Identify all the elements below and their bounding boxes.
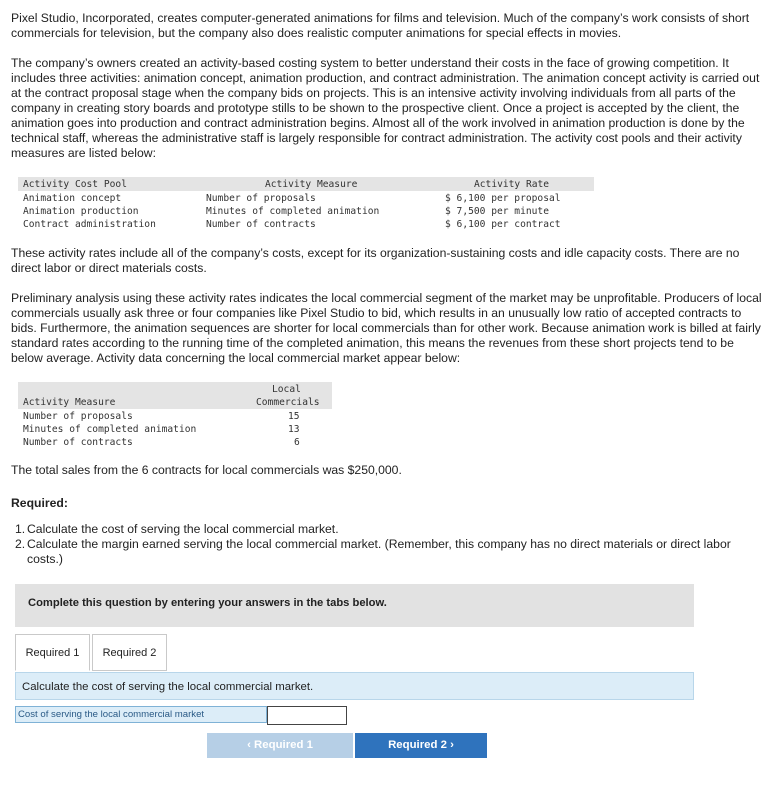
header-cost-pool: Activity Cost Pool <box>23 179 127 190</box>
cost-pool: Contract administration <box>23 219 156 230</box>
cost-pool: Animation production <box>23 206 139 217</box>
activity-measure: Number of proposals <box>206 193 316 204</box>
next-button-label: Required 2 <box>388 739 447 751</box>
requirement-text: Calculate the margin earned serving the local commercial market. (Remember, this company has no direct materials or direct labor costs.) <box>27 537 731 566</box>
activity-measure: Minutes of completed animation <box>206 206 380 217</box>
instructions-banner <box>15 584 694 627</box>
prev-button[interactable] <box>207 733 353 758</box>
prev-button-label: Required 1 <box>254 739 313 751</box>
answer-label: Cost of serving the local commercial market <box>15 706 267 723</box>
local-table-header <box>18 382 332 409</box>
requirements-list <box>11 522 763 567</box>
table-row <box>18 409 332 422</box>
header-commercials: Commercials <box>256 397 320 408</box>
header-activity-measure: Activity Measure <box>23 397 116 408</box>
list-item <box>11 522 763 537</box>
required-heading: Required: <box>11 496 68 510</box>
table-row <box>18 204 594 217</box>
costing-paragraph: The company’s owners created an activity-based costing system to better understand their costs in the face of growing competition. It includes three activities: animation concept, animation production, and contract administration. The animation concept activity is carried out at the contract proposal stage when the company bids on projects. This is an intensive activity involving individuals from all parts of the company in creating story boards and prototype stills to be shown to the prospective client. Once a project is accepted by the client, the animation goes into production and contract administration begins. Almost all of the work involved in animation production is done by the technical staff, whereas the administrative staff is largely responsible for contract administration. The activity cost pools and their activity measures are listed below: <box>11 56 760 160</box>
requirement-number: 1. <box>15 522 26 536</box>
chevron-right-icon: › <box>450 739 454 751</box>
rates-paragraph: These activity rates include all of the company’s costs, except for its organization-sustaining costs and idle capacity costs. There are no direct labor or direct materials costs. <box>11 246 740 275</box>
rate-table-header <box>18 177 594 191</box>
activity-measure: Number of contracts <box>23 437 133 448</box>
table-row <box>18 422 332 435</box>
cost-of-serving-input[interactable] <box>267 706 347 725</box>
chevron-left-icon: ‹ <box>247 739 251 751</box>
tab-required-2[interactable]: Required 2 <box>92 634 167 671</box>
activity-value: 13 <box>288 424 300 435</box>
preliminary-paragraph: Preliminary analysis using these activity rates indicates the local commercial segment of the market may be unprofitable. Producers of local commercials usually ask three or four companies like Pixel Studio to bid, which results in an unusually low ratio of accepted contracts to bids. Furthermore, the animation sequences are shorter for local commercials than for other work. Because animation work is billed at fairly standard rates according to the running time of the completed animation, this means the revenues from these short projects tend to be below average. Activity data concerning the local commercial market appear below: <box>11 291 762 365</box>
activity-measure: Minutes of completed animation <box>23 424 197 435</box>
activity-measure: Number of proposals <box>23 411 133 422</box>
header-local: Local <box>272 384 301 395</box>
header-activity-measure: Activity Measure <box>265 179 358 190</box>
table-row <box>18 435 332 448</box>
list-item <box>11 537 763 567</box>
tab-required-1[interactable]: Required 1 <box>15 634 90 671</box>
activity-value: 15 <box>288 411 300 422</box>
requirement-text: Calculate the cost of serving the local commercial market. <box>27 522 339 536</box>
next-button[interactable] <box>355 733 487 758</box>
intro-paragraph: Pixel Studio, Incorporated, creates computer-generated animations for films and television. Much of the company’s work consists of short commercials for television, but the company also does realistic computer animations for special effects in movies. <box>11 11 750 40</box>
table-row <box>18 217 594 230</box>
activity-rate: $ 6,100 per contract <box>445 219 561 230</box>
table-row <box>18 191 594 204</box>
banner-text: Complete this question by entering your answers in the tabs below. <box>28 597 387 609</box>
header-activity-rate: Activity Rate <box>474 179 550 190</box>
instruction-text: Calculate the cost of serving the local commercial market. <box>22 681 314 693</box>
tab-instruction <box>15 672 694 700</box>
sales-paragraph: The total sales from the 6 contracts for local commercials was $250,000. <box>11 463 402 477</box>
cost-pool: Animation concept <box>23 193 122 204</box>
activity-rate: $ 6,100 per proposal <box>445 193 561 204</box>
activity-rate: $ 7,500 per minute <box>445 206 549 217</box>
activity-measure: Number of contracts <box>206 219 316 230</box>
activity-value: 6 <box>294 437 300 448</box>
local-commercials-table <box>18 382 332 448</box>
requirement-number: 2. <box>15 537 26 551</box>
activity-rate-table <box>18 177 594 230</box>
